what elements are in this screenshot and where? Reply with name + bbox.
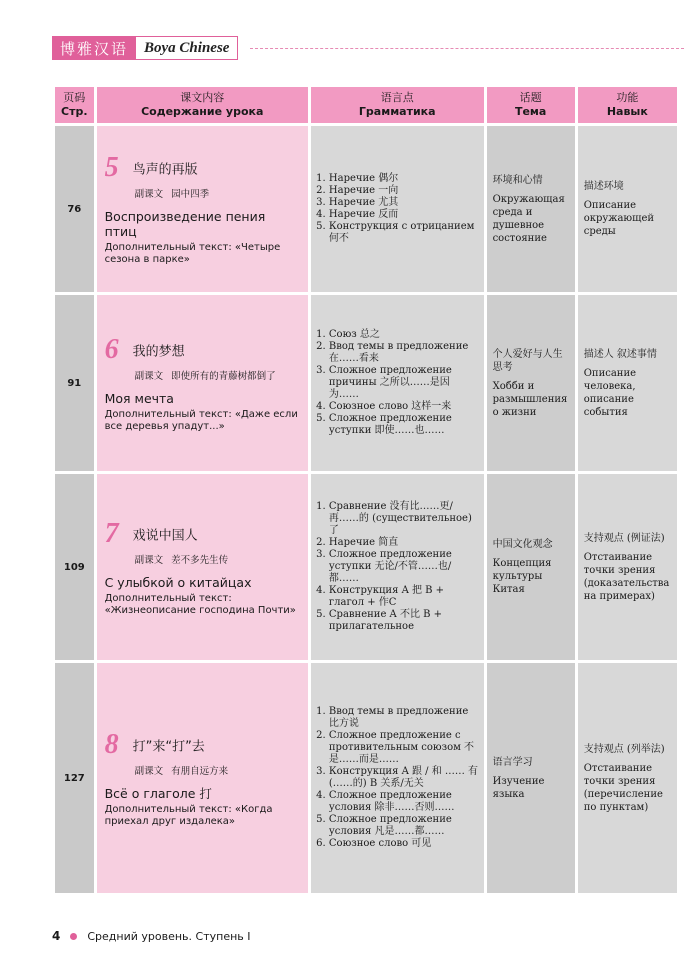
running-header: [52, 36, 238, 60]
grammar-point: 2. Наречие 简直: [329, 537, 480, 549]
grammar-point: 1. Наречие 偶尔: [329, 173, 480, 185]
col-header-lesson: 课文内容 Содержание урока: [97, 87, 308, 123]
footer-page-number: 4: [52, 929, 61, 943]
table-row: [55, 663, 677, 893]
grammar-point: 5. Сравнение A 不比 B + прилагательное: [329, 609, 480, 633]
lesson-title-cn: 鸟声的再版: [132, 162, 198, 178]
supplementary-text-ru: Дополнительный текст: «Когда приехал друг издалека»: [104, 803, 273, 827]
grammar-point: 6. Союзное слово 可见: [329, 838, 480, 850]
grammar-point: 3. Наречие 尤其: [329, 197, 480, 209]
lesson-number: 5: [104, 152, 119, 183]
function-ru: Отстаивание точки зрения (доказательства на примерах): [583, 551, 670, 602]
grammar-point: 2. Сложное предложение с противительным союзом 不是……而是……: [329, 730, 480, 766]
topic-ru: Концепция культуры Китая: [492, 558, 552, 595]
topic-cn: 语言学习: [492, 756, 533, 768]
function-cell: [578, 126, 677, 292]
grammar-point: 1. Ввод темы в предложение 比方说: [329, 706, 480, 730]
grammar-point: 1. Сравнение 没有比……更/再……的 (существительное) 了: [329, 501, 480, 537]
topic-ru: Изучение языка: [492, 775, 545, 800]
header-dashed-rule: [250, 48, 684, 49]
col-header-page: 页码 Стр.: [55, 87, 94, 123]
lesson-title-ru: Всё о глаголе 打: [104, 785, 212, 801]
lesson-title-cn: 戏说中国人: [132, 528, 198, 543]
topic-cell: [487, 474, 575, 660]
page-number-cell: 127: [55, 663, 94, 893]
grammar-point: 1. Союз 总之: [329, 329, 480, 341]
function-cell: [578, 663, 677, 893]
grammar-point: 3. Конструкция A 跟 / 和 …… 有(……的) B 关系/无关: [329, 766, 480, 790]
supp-text-title: 差不多先生传: [171, 554, 229, 566]
function-ru: Описание окружающей среды: [583, 200, 655, 237]
lesson-number: 6: [104, 333, 119, 365]
grammar-point: 5. Сложное предложение уступки 即使……也……: [329, 413, 480, 437]
supp-text-title: 即使所有的青藤树都倒了: [171, 370, 276, 382]
lesson-cell: [97, 474, 308, 660]
lesson-title-cn: 打”来“打”去: [132, 739, 205, 754]
topic-ru: Окружающая среда и душевное состояние: [492, 193, 565, 244]
topic-cell: [487, 126, 575, 292]
lesson-cell: [97, 126, 308, 292]
function-cn: 支持观点 (例证法): [583, 532, 665, 544]
grammar-point: 2. Ввод темы в предложение 在……看来: [329, 341, 480, 365]
table-row: [55, 126, 677, 292]
contents-table: [52, 84, 680, 896]
function-cn: 描述人 叙述事情: [583, 348, 657, 360]
grammar-point: 5. Сложное предложение условия 凡是……都……: [329, 814, 480, 838]
page-footer: [52, 929, 251, 943]
page-number-cell: 76: [55, 126, 94, 292]
grammar-cell: [311, 663, 484, 893]
supp-text-label: 副课文: [134, 554, 164, 566]
header-title-cn: 博雅汉语: [52, 36, 136, 60]
grammar-cell: [311, 474, 484, 660]
supplementary-text-ru: Дополнительный текст: «Жизнеописание господина Почти»: [104, 592, 296, 616]
page-number-cell: 109: [55, 474, 94, 660]
supp-text-label: 副课文: [134, 189, 164, 200]
grammar-point: 4. Сложное предложение условия 除非……否则……: [329, 790, 480, 814]
col-header-topic: 话题 Тема: [487, 87, 575, 123]
grammar-list: [317, 173, 480, 245]
topic-cell: [487, 295, 575, 471]
lesson-title-ru: Моя мечта: [104, 390, 174, 406]
supp-text-title: 有朋自远方来: [171, 765, 229, 777]
lesson-number: 8: [104, 728, 119, 760]
function-ru: Отстаивание точки зрения (перечисление по пунктам): [583, 762, 663, 813]
grammar-point: 5. Конструкция с отрицанием 何不: [329, 221, 480, 245]
supp-text-label: 副课文: [134, 765, 164, 777]
grammar-point: 3. Сложное предложение уступки 无论/不管……也/都……: [329, 549, 480, 585]
function-ru: Описание человека, описание события: [583, 367, 637, 418]
topic-cn: 环境和心情: [492, 174, 543, 186]
topic-cell: [487, 663, 575, 893]
topic-cn: 中国文化观念: [492, 539, 553, 550]
grammar-point: 4. Союзное слово 这样一来: [329, 401, 480, 413]
col-header-grammar: 语言点 Грамматика: [311, 87, 484, 123]
grammar-point: 4. Наречие 反而: [329, 209, 480, 221]
supplementary-text-ru: Дополнительный текст: «Четыре сезона в парке»: [104, 242, 281, 265]
topic-ru: Хобби и размышления о жизни: [492, 380, 568, 418]
grammar-point: 3. Сложное предложение причины 之所以……是因为……: [329, 365, 480, 401]
grammar-cell: [311, 295, 484, 471]
lesson-cell: [97, 295, 308, 471]
grammar-list: [317, 501, 480, 633]
function-cell: [578, 295, 677, 471]
lesson-title-ru: С улыбкой о китайцах: [104, 574, 252, 590]
lesson-cell: [97, 663, 308, 893]
table-header-row: [55, 87, 677, 123]
lesson-title-cn: 我的梦想: [132, 344, 185, 359]
grammar-point: 4. Конструкция A 把 B + глагол + 作C: [329, 585, 480, 609]
grammar-list: [317, 329, 480, 437]
grammar-cell: [311, 126, 484, 292]
grammar-list: [317, 706, 480, 850]
function-cn: 描述环境: [583, 181, 624, 192]
function-cell: [578, 474, 677, 660]
grammar-point: 2. Наречие 一向: [329, 185, 480, 197]
footer-level-text: Средний уровень. Ступень I: [87, 929, 251, 943]
lesson-title-ru: Воспроизведение пения птиц: [104, 209, 266, 239]
lesson-number: 7: [104, 517, 119, 549]
page-number-cell: 91: [55, 295, 94, 471]
supp-text-title: 园中四季: [171, 189, 210, 200]
bullet-dot-icon: [70, 933, 77, 940]
supplementary-text-ru: Дополнительный текст: «Даже если все деревья упадут...»: [104, 408, 298, 432]
col-header-function: 功能 Навык: [578, 87, 677, 123]
table-row: [55, 295, 677, 471]
header-title-en: Boya Chinese: [136, 36, 238, 60]
supp-text-label: 副课文: [134, 370, 164, 382]
topic-cn: 个人爱好与人生思考: [492, 348, 563, 373]
function-cn: 支持观点 (列举法): [583, 743, 665, 755]
table-row: [55, 474, 677, 660]
